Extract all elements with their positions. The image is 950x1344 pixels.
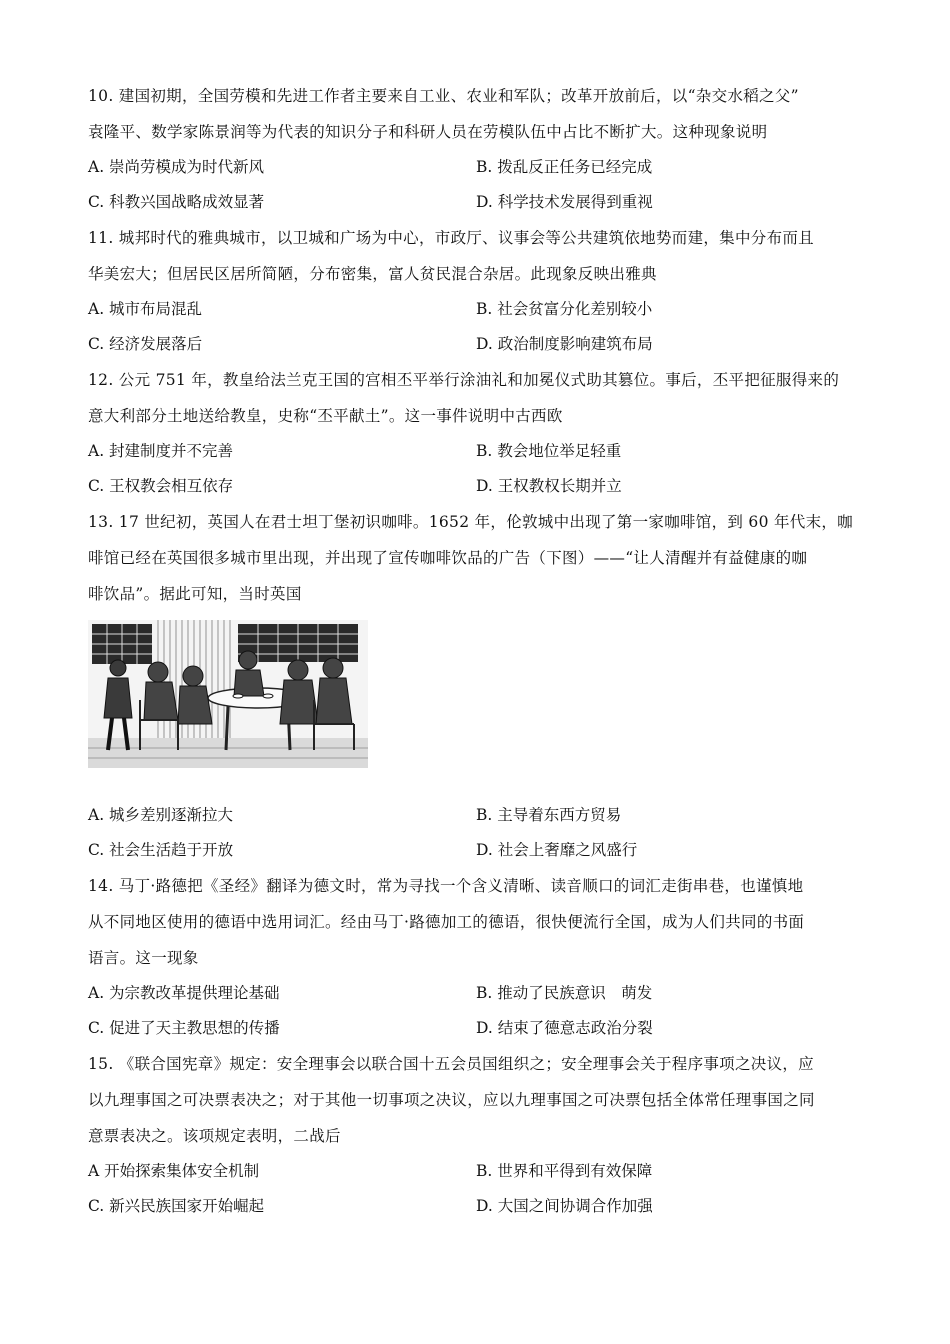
option-b: B. 拨乱反正任务已经完成 <box>476 158 653 176</box>
exam-page <box>88 78 868 1224</box>
option-grid <box>88 150 868 220</box>
question-stem-line: 啡饮品”。据此可知，当时英国 <box>88 585 302 603</box>
question-stem-line: 从不同地区使用的德语中选用词汇。经由马丁·路德加工的德语，很快便流行全国，成为人们共同的书面 <box>88 913 805 931</box>
question-stem-line: 13. 17 世纪初，英国人在君士坦丁堡初识咖啡。1652 年，伦敦城中出现了第一家咖啡馆，到 60 年代末，咖 <box>88 513 853 531</box>
option-d: D. 王权教权长期并立 <box>476 477 622 495</box>
question-15 <box>88 1046 868 1224</box>
option-grid <box>88 1154 868 1224</box>
option-c: C. 社会生活趋于开放 <box>88 841 234 859</box>
question-13 <box>88 504 868 868</box>
option-grid <box>88 434 868 504</box>
option-c: C. 新兴民族国家开始崛起 <box>88 1197 265 1215</box>
question-11 <box>88 220 868 362</box>
question-stem-line: 语言。这一现象 <box>88 949 199 967</box>
question-stem-line: 14. 马丁·路德把《圣经》翻译为德文时，常为寻找一个含义清晰、读音顺口的词汇走街串巷，也谨慎地 <box>88 877 804 895</box>
option-c: C. 促进了天主教思想的传播 <box>88 1019 280 1037</box>
option-c: C. 王权教会相互依存 <box>88 477 234 495</box>
option-a: A. 城市布局混乱 <box>88 300 203 318</box>
question-stem-line: 11. 城邦时代的雅典城市，以卫城和广场为中心，市政厅、议事会等公共建筑依地势而建，集中分布而且 <box>88 229 814 247</box>
question-stem-line: 10. 建国初期，全国劳模和先进工作者主要来自工业、农业和军队；改革开放前后，以“杂交水稻之父” <box>88 87 799 105</box>
question-14 <box>88 868 868 1046</box>
option-d: D. 大国之间协调合作加强 <box>476 1197 653 1215</box>
option-grid <box>88 798 868 868</box>
option-b: B. 主导着东西方贸易 <box>476 806 622 824</box>
question-12 <box>88 362 868 504</box>
option-c: C. 科教兴国战略成效显著 <box>88 193 265 211</box>
coffee-house-woodcut-image <box>88 620 368 768</box>
option-a: A. 为宗教改革提供理论基础 <box>88 984 280 1002</box>
option-d: D. 结束了德意志政治分裂 <box>476 1019 653 1037</box>
option-a: A. 封建制度并不完善 <box>88 442 234 460</box>
question-stem-line: 意大利部分土地送给教皇，史称“丕平献土”。这一事件说明中古西欧 <box>88 407 563 425</box>
option-d: D. 科学技术发展得到重视 <box>476 193 653 211</box>
option-a: A 开始探索集体安全机制 <box>88 1162 260 1180</box>
question-stem-line: 15. 《联合国宪章》规定：安全理事会以联合国十五会员国组织之；安全理事会关于程序事项之决议，应 <box>88 1055 814 1073</box>
question-stem-line: 意票表决之。该项规定表明，二战后 <box>88 1127 341 1145</box>
option-d: D. 社会上奢靡之风盛行 <box>476 841 638 859</box>
coffee-house-illustration <box>88 620 368 768</box>
option-grid <box>88 976 868 1046</box>
option-b: B. 推动了民族意识 萌发 <box>476 984 653 1002</box>
option-a: A. 崇尚劳模成为时代新风 <box>88 158 265 176</box>
question-stem-line: 12. 公元 751 年，教皇给法兰克王国的宫相丕平举行涂油礼和加冕仪式助其篡位。事后，丕平把征服得来的 <box>88 371 840 389</box>
option-c: C. 经济发展落后 <box>88 335 203 353</box>
option-d: D. 政治制度影响建筑布局 <box>476 335 653 353</box>
option-b: B. 世界和平得到有效保障 <box>476 1162 653 1180</box>
question-stem-line: 袁隆平、数学家陈景润等为代表的知识分子和科研人员在劳模队伍中占比不断扩大。这种现象说明 <box>88 123 768 141</box>
option-b: B. 教会地位举足轻重 <box>476 442 622 460</box>
question-stem-line: 啡馆已经在英国很多城市里出现，并出现了宣传咖啡饮品的广告（下图）——“让人清醒并有益健康的咖 <box>88 549 808 567</box>
question-stem-line: 以九理事国之可决票表决之；对于其他一切事项之决议，应以九理事国之可决票包括全体常任理事国之同 <box>88 1091 815 1109</box>
question-10 <box>88 78 868 220</box>
option-grid <box>88 292 868 362</box>
question-stem-line: 华美宏大；但居民区居所简陋，分布密集，富人贫民混合杂居。此现象反映出雅典 <box>88 265 657 283</box>
option-b: B. 社会贫富分化差别较小 <box>476 300 653 318</box>
option-a: A. 城乡差别逐渐拉大 <box>88 806 234 824</box>
